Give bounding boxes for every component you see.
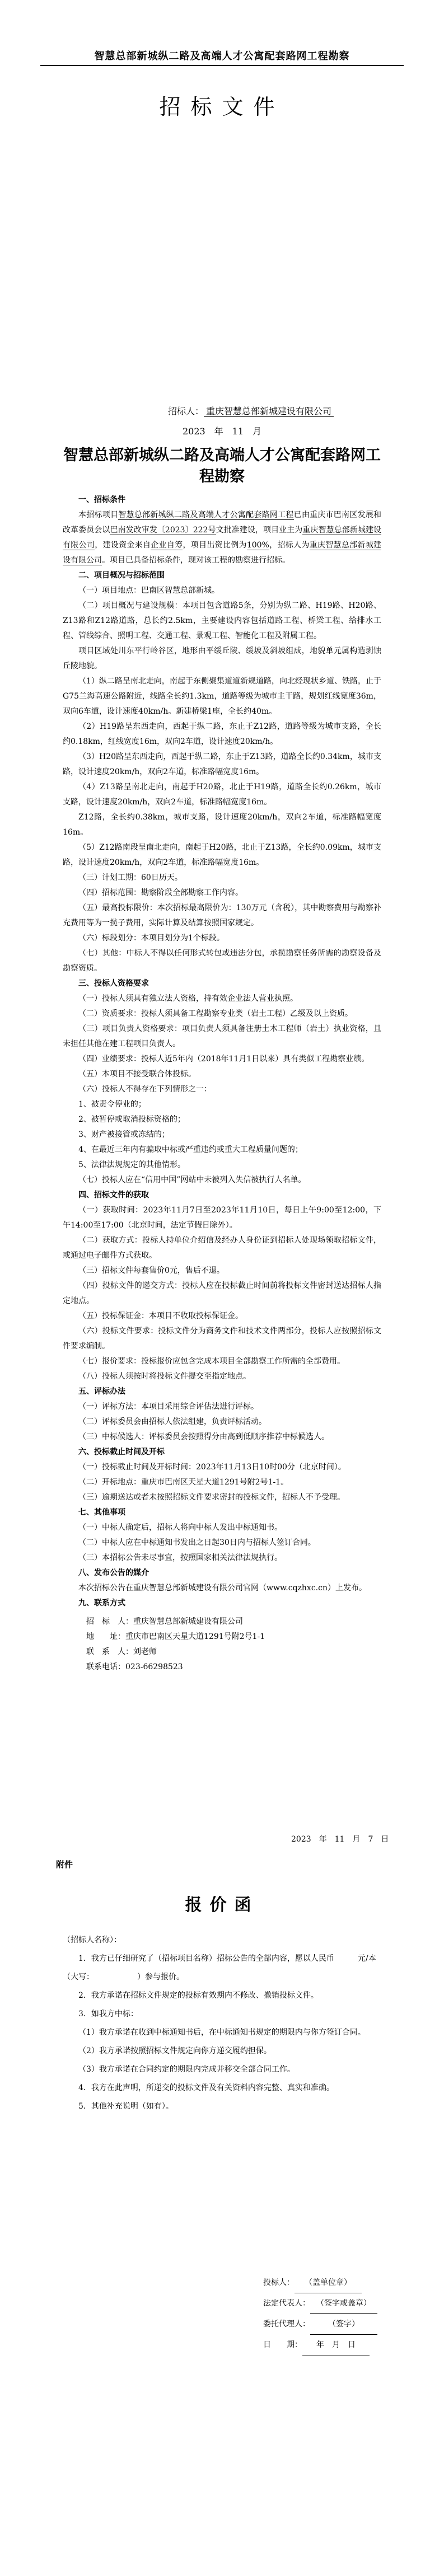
body-paragraph: 3、财产被接管或冻结的； bbox=[78, 1130, 170, 1139]
signature-row bbox=[263, 2314, 420, 2335]
body-paragraph: 4、在最近三年内有骗取中标或严重违约或重大工程质量问题的； bbox=[78, 1145, 303, 1154]
body-paragraph: （四）招标范围：勘察阶段全部勘察工作内容。 bbox=[78, 888, 243, 897]
bid-form-line: 4．我方在此声明，所递交的投标文件及有关资料内容完整、真实和准确。 bbox=[78, 2083, 334, 2092]
body-paragraph: （六）标段划分：本项目划分为1个标段。 bbox=[78, 934, 225, 943]
body-paragraph: 本招标项目智慧总部新城纵二路及高端人才公寓配套路网工程已由重庆市巴南区发展和改革委员会以巴南发改审发〔2023〕222号文批准建设，项目业主为重庆智慧总部新城建设有限公司，建设资金来自企业自筹，项目出资比例为100%，招标人为重庆智慧总部新城建设有限公司。项目已具备招标条件，现对该工程的勘察进行招标。 bbox=[63, 510, 382, 565]
announcement-body bbox=[63, 493, 381, 1611]
bid-form-line: （2）我方承诺按照招标文件规定向你方递交履约担保。 bbox=[78, 2046, 272, 2055]
body-paragraph: （七）报价要求：投标报价应包含完成本项目全部勘察工作所需的全部费用。 bbox=[78, 1357, 345, 1366]
body-paragraph: （二）获取方式：投标人持单位介绍信及经办人身份证到招标人处现场领取招标文件，或通过电子邮件方式获取。 bbox=[63, 1236, 381, 1260]
contact-value: 重庆市巴南区天星大道1291号附2号1-1 bbox=[125, 1632, 265, 1641]
cover-date: 2023 年 11 月 bbox=[182, 426, 262, 437]
body-paragraph: （五）最高投标限价：本次招标最高限价为：130万元（含税），其中勘察费用与勘察补充费用等为一揽子费用，实际计算及结算按照国家规定。 bbox=[63, 903, 381, 928]
section-heading: 七、其他事项 bbox=[78, 1508, 125, 1517]
bid-form-title: 报价函 bbox=[185, 1895, 259, 1915]
signature-field: 年 月 日 bbox=[302, 2335, 370, 2355]
section-heading: 一、招标条件 bbox=[78, 495, 125, 504]
body-paragraph: （二）评标委员会由招标人依法组建，负责评标活动。 bbox=[78, 1417, 267, 1426]
body-paragraph: （三）逾期送达或者未按照招标文件要求密封的投标文件，招标人不予受理。 bbox=[78, 1493, 345, 1502]
signature-field: （签字） bbox=[310, 2314, 377, 2335]
cover-tenderer-value: 重庆智慧总部新城建设有限公司 bbox=[204, 406, 334, 417]
signature-row bbox=[263, 2335, 420, 2355]
section-heading: 四、招标文件的获取 bbox=[78, 1191, 149, 1200]
body-paragraph: （一）评标方法：本项目采用综合评估法进行评标。 bbox=[78, 1402, 259, 1411]
signature-label: 法定代表人： bbox=[263, 2299, 310, 2308]
body-paragraph: （四）投标文件的递交方式：投标人应在投标截止时间前将投标文件密封送达招标人指定地点。 bbox=[63, 1281, 381, 1305]
contact-row bbox=[63, 1645, 381, 1660]
body-paragraph: 5、法律法规规定的其他情形。 bbox=[78, 1160, 185, 1169]
signature-label: 日 期： bbox=[263, 2340, 302, 2349]
body-paragraph: （2）H19路呈东西走向，西起于纵二路，东止于Z12路，道路等级为城市支路，全长约0.18km，红线宽度16m，双向2车道，设计速度20km/h。 bbox=[63, 722, 381, 746]
contact-label: 地 址： bbox=[86, 1632, 125, 1641]
body-paragraph: （三）中标候选人：评标委员会按照得分由高到低顺序推荐中标候选人。 bbox=[78, 1432, 329, 1441]
body-paragraph: （三）计划工期：60日历天。 bbox=[78, 873, 183, 882]
body-paragraph: 项目区域处川东平行岭谷区，地形由平缓丘陵、缓坡及斜坡组成，地貌单元属构造剥蚀丘陵地貌。 bbox=[63, 647, 381, 671]
contact-value: 重庆智慧总部新城建设有限公司 bbox=[133, 1617, 243, 1626]
body-paragraph: （一）投标人须具有独立法人资格，持有效企业法人营业执照。 bbox=[78, 994, 298, 1003]
body-paragraph: （六）投标文件要求：投标文件分为商务文件和技术文件两部分，投标人应按照招标文件要求编制。 bbox=[63, 1327, 381, 1351]
contact-row bbox=[63, 1629, 381, 1645]
bid-form-line: 1．我方已仔细研究了（招标项目名称）招标公告的全部内容，愿以人民币 元/本（大写： ）参与报价。 bbox=[63, 1954, 376, 1982]
body-paragraph: （三）招标文件每套售价0元，售后不退。 bbox=[78, 1266, 225, 1275]
body-paragraph: （4）Z13路呈南北走向，南起于H20路，北止于H19路，道路全长约0.26km，城市支路，设计速度20km/h，双向2车道，标准路幅宽度16m。 bbox=[63, 783, 381, 807]
body-paragraph: （五）投标保证金：本项目不收取投标保证金。 bbox=[78, 1312, 243, 1320]
bid-form-line: 3．如我方中标： bbox=[78, 2010, 138, 2018]
bid-form-line: 5．其他补充说明（如有）。 bbox=[78, 2102, 174, 2111]
header-title: 智慧总部新城纵二路及高端人才公寓配套路网工程勘察 bbox=[94, 50, 350, 62]
body-paragraph: （七）投标人应在“信用中国”网站中未被列入失信被执行人名单。 bbox=[78, 1175, 306, 1184]
body-paragraph: 本次招标公告在重庆智慧总部新城建设有限公司官网（www.cqzhxc.cn）上发布。 bbox=[78, 1584, 367, 1593]
bid-form-line: （1）我方承诺在收到中标通知书后，在中标通知书规定的期限内与你方签订合同。 bbox=[78, 2028, 366, 2037]
contact-value: 刘老师 bbox=[133, 1647, 157, 1656]
signature-row bbox=[263, 2273, 420, 2293]
body-paragraph: 2、被暂停或取消投标资格的； bbox=[78, 1115, 185, 1124]
bid-signature-block bbox=[263, 2273, 420, 2355]
section-heading: 八、发布公告的媒介 bbox=[78, 1568, 149, 1577]
signature-label: 委托代理人： bbox=[263, 2320, 310, 2329]
body-paragraph: （二）中标人应在中标通知书发出之日起30日内与招标人签订合同。 bbox=[78, 1538, 316, 1547]
body-paragraph: （二）项目概况与建设规模：本项目包含道路5条，分别为纵二路、H19路、H20路、Z13路和Z12路道路，总长约2.5km，主要建设内容包括道路工程、桥梁工程、给排水工程、管线综合、照明工程、交通工程、景观工程、智能化工程及附属工程。 bbox=[63, 601, 381, 640]
contact-label: 招 标 人： bbox=[86, 1617, 133, 1626]
body-paragraph: （一）中标人确定后，招标人将向中标人发出中标通知书。 bbox=[78, 1523, 282, 1532]
main-title: 智慧总部新城纵二路及高端人才公寓配套路网工程勘察 bbox=[63, 447, 381, 485]
body-paragraph: （一）项目地点：巴南区智慧总部新城。 bbox=[78, 586, 219, 595]
annex-label: 附件 bbox=[56, 1860, 73, 1870]
body-paragraph: （八）投标人须按时将投标文件提交至指定地点。 bbox=[78, 1372, 251, 1381]
bid-form-body bbox=[63, 1931, 381, 2116]
body-paragraph: （3）H20路呈东西走向，西起于纵二路，东止于Z13路，道路全长约0.34km，城市支路，设计速度20km/h，双向2车道，标准路幅宽度16m。 bbox=[63, 752, 381, 776]
signature-label: 投标人： bbox=[263, 2278, 295, 2287]
body-paragraph: Z12路，全长约0.38km，城市支路，设计速度20km/h，双向2车道，标准路幅宽度16m。 bbox=[63, 813, 381, 837]
body-paragraph: （三）项目负责人资格要求：项目负责人须具备注册土木工程师（岩土）执业资格，且未担任其他在建工程项目负责人。 bbox=[63, 1024, 381, 1048]
section-heading: 二、项目概况与招标范围 bbox=[78, 571, 165, 580]
contact-value: 023-66298523 bbox=[125, 1662, 183, 1671]
section-heading: 三、投标人资格要求 bbox=[78, 979, 149, 988]
body-paragraph: （四）业绩要求：投标人近5年内（2018年11月1日以来）具有类似工程勘察业绩。 bbox=[78, 1055, 370, 1064]
header-rule bbox=[40, 65, 404, 66]
body-paragraph: （七）其他：中标人不得以任何形式转包或违法分包，承揽勘察任务所需的勘察设备及勘察资质。 bbox=[63, 949, 381, 973]
body-paragraph: （一）投标截止时间及开标时间：2023年11月13日10时00分（北京时间）。 bbox=[78, 1463, 346, 1472]
body-paragraph: （五）本项目不接受联合体投标。 bbox=[78, 1070, 196, 1079]
bid-form-line: 2．我方承诺在招标文件规定的投标有效期内不修改、撤销投标文件。 bbox=[78, 1991, 319, 2000]
cover-title: 招标文件 bbox=[159, 95, 285, 119]
contact-label: 联 系 人： bbox=[86, 1647, 133, 1656]
signature-field: （盖单位章） bbox=[295, 2273, 362, 2293]
section-heading: 五、评标办法 bbox=[78, 1387, 125, 1396]
contact-label: 联系电话： bbox=[86, 1662, 125, 1671]
body-paragraph: （二）开标地点：重庆市巴南区天星大道1291号附2号1-1。 bbox=[78, 1478, 289, 1487]
contact-block bbox=[63, 1614, 381, 1675]
bid-addressee: （招标人名称）： bbox=[63, 1936, 121, 1945]
contact-row bbox=[63, 1660, 381, 1675]
body-paragraph: （三）本招标公告未尽事宜，按照国家相关法律法规执行。 bbox=[78, 1553, 282, 1562]
body-paragraph: （5）Z12路南段呈南北走向，南起于H20路，北止于Z13路，全长约0.09km，城市支路，设计速度20km/h，双向2车道，标准路幅宽度16m。 bbox=[63, 843, 381, 867]
bid-form-line: （3）我方承诺在合同约定的期限内完成并移交全部合同工作。 bbox=[78, 2065, 295, 2074]
sign-date: 2023 年 11 月 7 日 bbox=[291, 1835, 389, 1844]
body-paragraph: （1）纵二路呈南北走向，南起于东侧聚集道道新规道路，向北经现状乡道、铁路，止于G75兰海高速公路附近，线路全长约1.3km，道路等级为城市主干路，规划红线宽度36m，双向6车道，设计速度40km/h。新建桥梁1座，全长约40m。 bbox=[63, 677, 381, 716]
body-paragraph: （二）资质要求：投标人须具备工程勘察专业类（岩土工程）乙级及以上资质。 bbox=[78, 1009, 353, 1018]
section-heading: 六、投标截止时间及开标 bbox=[78, 1448, 165, 1456]
body-paragraph: （六）投标人不得存在下列情形之一： bbox=[78, 1085, 212, 1094]
body-paragraph: 1、被责令停业的； bbox=[78, 1100, 146, 1109]
section-heading: 九、联系方式 bbox=[78, 1599, 125, 1608]
signature-field: （签字或盖章） bbox=[310, 2293, 377, 2314]
signature-row bbox=[263, 2293, 420, 2314]
body-paragraph: （一）获取时间：2023年11月7日至2023年11月10日，每日上午9:00至12:00，下午14:00至17:00（北京时间，法定节假日除外）。 bbox=[63, 1206, 381, 1230]
contact-row bbox=[63, 1614, 381, 1629]
cover-tenderer bbox=[168, 403, 414, 420]
cover-tenderer-label: 招标人： bbox=[168, 406, 204, 416]
